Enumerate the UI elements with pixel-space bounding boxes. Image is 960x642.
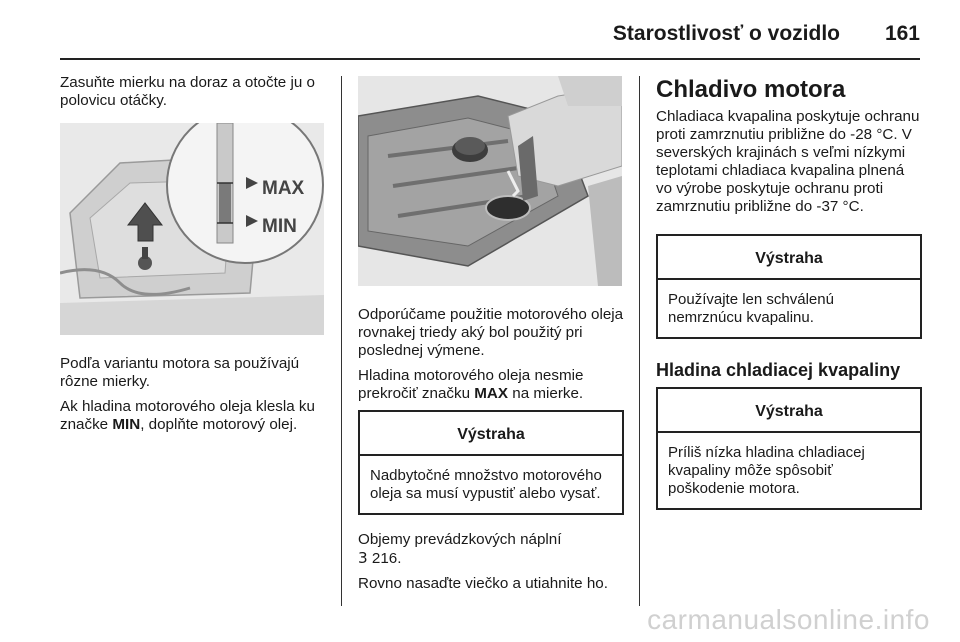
oil-recommendation-paragraph: Odporúčame použitie motorového oleja rovnakej triedy aký bol použitý pri poslednej výmene. — [358, 306, 624, 359]
oil-filling-figure — [358, 76, 622, 286]
warning-title: Výstraha — [658, 389, 920, 433]
add-oil-paragraph — [60, 398, 326, 434]
oil-max-paragraph — [358, 367, 624, 403]
capacities-text: Objemy prevádzkových náplní — [358, 531, 562, 548]
coolant-heading: Chladivo motora — [656, 76, 846, 103]
warning-text: Príliš nízka hladina chladiacej kvapaliny môže spôsobiť poškodenie motora. — [668, 444, 865, 497]
warning-title: Výstraha — [658, 236, 920, 280]
oil-max-text-1: Hladina motorového oleja nesmie prekročiť značku — [358, 367, 584, 402]
warning-box-coolant-level — [656, 387, 922, 510]
min-mark: MIN — [112, 416, 141, 433]
column-2 — [358, 74, 624, 600]
max-label: MAX — [262, 178, 305, 199]
dipstick-variant-paragraph: Podľa variantu motora sa používajú rôzne mierky. — [60, 355, 300, 390]
warning-title: Výstraha — [360, 412, 622, 456]
page-number: 161 — [884, 22, 920, 45]
add-oil-text-1: Ak hladina motorového oleja klesla ku značke — [60, 398, 315, 433]
coolant-level-heading: Hladina chladiacej kvapaliny — [656, 360, 901, 380]
column-divider-2 — [639, 76, 640, 606]
page-ref-icon: 3 — [358, 549, 368, 567]
watermark: carmanualsonline.info — [647, 604, 930, 635]
header-divider — [60, 58, 920, 60]
column-3 — [656, 74, 922, 526]
dipstick-figure — [60, 123, 324, 335]
capacities-paragraph — [358, 531, 624, 568]
page-ref-link[interactable]: 216. — [367, 550, 402, 567]
oil-filling-illustration — [358, 76, 622, 286]
page-title: Starostlivosť o vozidlo — [612, 22, 840, 45]
page-header — [60, 0, 920, 58]
cap-paragraph: Rovno nasaďte viečko a utiahnite ho. — [358, 575, 608, 592]
column-1 — [60, 74, 326, 441]
coolant-paragraph: Chladiaca kvapalina poskytuje ochranu proti zamrznutiu približne do -28 °C. V severských krajinách s veľmi nízkymi teplotami chladiaca kvapalina plnená vo výrobe poskytuje ochranu proti zamrznutiu približne do -37 °C. — [656, 108, 920, 215]
min-label: MIN — [262, 216, 297, 237]
max-mark: MAX — [474, 385, 509, 402]
warning-text: Používajte len schválenú nemrznúcu kvapalinu. — [668, 291, 834, 326]
warning-box-coolant-approved — [656, 234, 922, 339]
column-divider-1 — [341, 76, 342, 606]
warning-box-oil — [358, 410, 624, 515]
warning-text: Nadbytočné množstvo motorového oleja sa musí vypustiť alebo vysať. — [370, 467, 602, 502]
oil-max-text-2: na mierke. — [508, 385, 584, 402]
intro-paragraph: Zasuňte mierku na doraz a otočte ju o polovicu otáčky. — [60, 74, 315, 109]
add-oil-text-2: , doplňte motorový olej. — [140, 416, 298, 433]
